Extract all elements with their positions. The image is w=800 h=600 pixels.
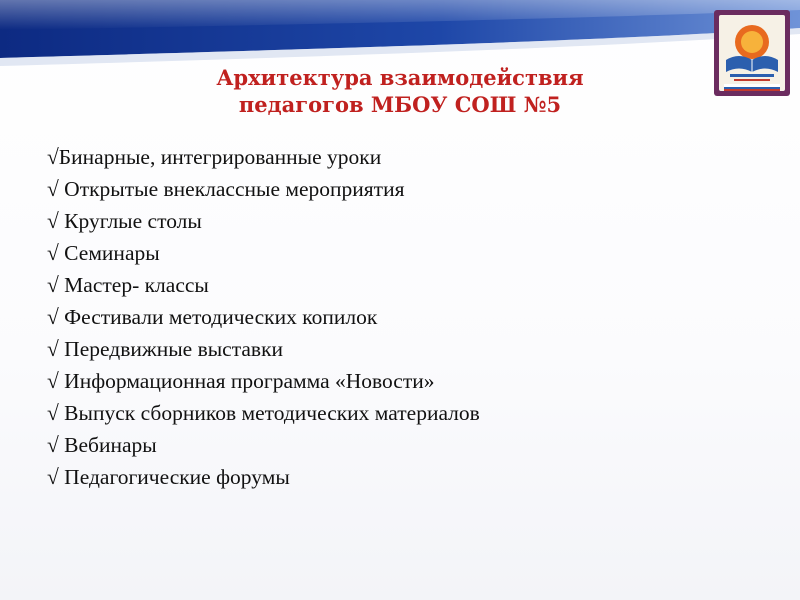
list-item: √ Информационная программа «Новости» <box>47 369 435 393</box>
list-item: √ Мастер- классы <box>47 273 209 297</box>
bullet-list <box>47 141 480 493</box>
list-item: √ Круглые столы <box>47 209 202 233</box>
list-item: √ Открытые внеклассные мероприятия <box>47 177 405 201</box>
list-item: √ Выпуск сборников методических материалов <box>47 401 480 425</box>
list-item: √ Вебинары <box>47 433 157 457</box>
list-item: √ Семинары <box>47 241 160 265</box>
list-item: √ Фестивали методических копилок <box>47 305 378 329</box>
list-item: √ Педагогические форумы <box>47 465 290 489</box>
list-item: √Бинарные, интегрированные уроки <box>47 145 382 169</box>
list-item: √ Передвижные выставки <box>47 337 284 361</box>
slide-title-line-2: педагогов МБОУ СОШ №5 <box>238 92 562 117</box>
slide-title-line-1: Архитектура взаимодействия <box>216 65 584 90</box>
slide-title <box>0 64 800 118</box>
